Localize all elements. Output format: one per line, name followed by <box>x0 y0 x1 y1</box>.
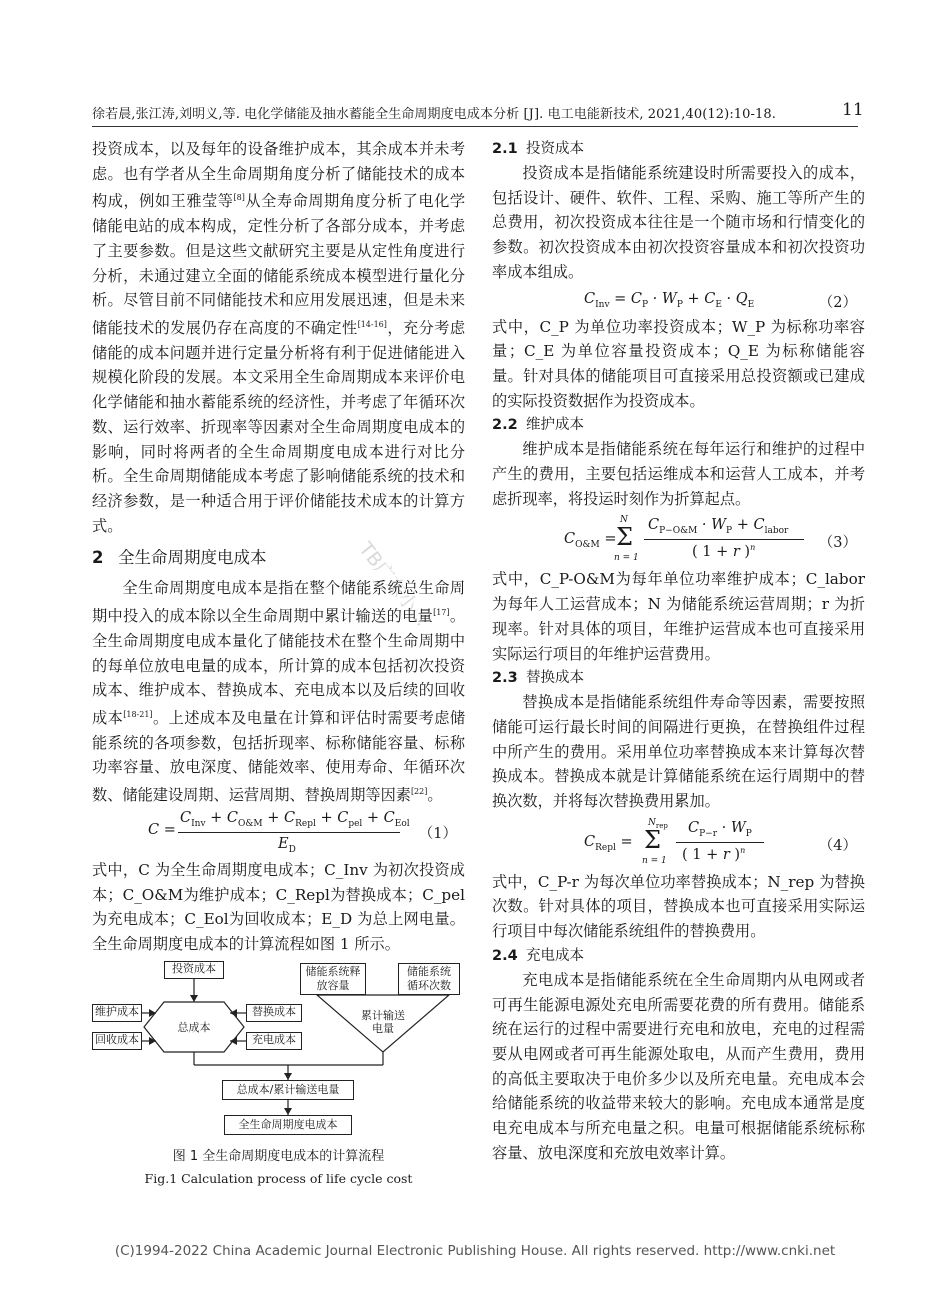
eq1-symbols-paragraph: 式中，C 为全生命周期度电成本；C_Inv 为初次投资成本；C_O&M为维护成本；C_Repl为替换成本；C_pel为充电成本；C_Eol为回收成本；E_D 为总上网电量。全生命周期度电成本的计算流程如图 1 所示。 <box>92 860 465 953</box>
lcoe-definition-paragraph: 全生命周期度电成本是指在整个储能系统总生命周期中投入的成本除以全生命周期中累计输送的电量[17]。全生命周期度电成本量化了储能技术在整个生命周期中的每单位放电电量的成本，所计算的成本包括初次投资成本、维护成本、替换成本、充电成本以及后续的回收成本[18-21]。上述成本及电量在计算和评估时需要考虑储能系统的各项参数，包括折现率、标称储能容量、标称功率容量、放电深度、储能效率、使用寿命、年循环次数、储能建设周期、运营周期、替换周期等因素[22]。 <box>92 579 466 805</box>
figure-1-caption-cn: 图 1 全生命周期度电成本的计算流程 <box>172 1148 385 1164</box>
released-capacity-box: 储能系统释放容量 <box>300 963 366 995</box>
eq4-symbols-paragraph: 式中，C_P-r 为每次单位功率替换成本；N_rep 为替换次数。针对具体的项目，替换成本也可直接采用实际运行项目中每次储能系统组件的替换费用。 <box>492 872 865 941</box>
eq2-symbols-paragraph: 式中，C_P 为单位功率投资成本；W_P 为标称功率容量；C_E 为单位容量投资成本；Q_E 为标称储能容量。针对具体的储能项目可直接采用总投资额或已建成的实际投资数据作为投资成本。 <box>492 317 865 410</box>
equation-2-number: （2） <box>818 294 857 311</box>
cost-per-energy-box: 总成本/累计输送电量 <box>222 1080 354 1100</box>
eq3-symbols-paragraph: 式中，C_P-O&M为每年单位功率维护成本；C_labor 为每年人工运营成本；N 为储能系统运营周期；r 为折现率。针对具体的项目，年维护运营成本也可直接采用实际运行项目的年维护运营费用。 <box>492 570 865 663</box>
left-column <box>92 137 465 1212</box>
investment-cost-paragraph: 投资成本是指储能系统建设时所需要投入的成本，包括设计、硬件、软件、工程、采购、施工等所产生的总费用，初次投资成本往往是一个随市场和行情变化的参数。初次投资成本由初次投资容量成本和初次投资功率成本组成。 <box>492 164 865 281</box>
section-2-4-heading: 2.4 充电成本 <box>492 947 584 964</box>
equation-1-number: （1） <box>418 825 457 842</box>
figure-1-caption-en: Fig.1 Calculation process of life cycle cost <box>144 1170 413 1186</box>
section-2-1-heading: 2.1 投资成本 <box>492 141 584 157</box>
running-header: 徐若晨,张江涛,刘明义,等. 电化学储能及抽水蓄能全生命周期度电成本分析 [J]. 电工电能新技术, 2021,40(12):10-18. <box>92 107 777 122</box>
charging-cost-box: 充电成本 <box>246 1032 302 1050</box>
page-number: 11 <box>842 100 864 120</box>
cumulative-energy-label: 累计输送电量 <box>361 1008 405 1035</box>
equation-2: $C_{Inv} = C_P \cdot W_P + C_E \cdot Q_E$ （2） <box>584 290 857 311</box>
arrow-ratio <box>284 1073 292 1080</box>
total-cost-label: 总成本 <box>177 1020 211 1034</box>
section-2-heading: 2 全生命周期度电成本 <box>92 548 267 568</box>
equation-4-number: （4） <box>818 837 857 854</box>
equation-3: $C_{O\&M}$ = N Σ n = 1 $C_{P-O\&M} \cdot W_P + C_{labor}$ ( 1 + r )$^n$ （3） <box>564 515 857 564</box>
section-2-3-heading: 2.3 替换成本 <box>492 670 584 687</box>
equation-4: $C_{Repl}$ = $N_{rep}$ Σ n = 1 $C_{P-r} \cdot W_P$ ( 1 + r )$^n$ （4） <box>584 817 857 866</box>
equation-1: C = $C_{Inv} + C_{O\&M} + C_{Repl} + C_{pel} + C_{Eol}$ $E_D$ （1） <box>148 809 457 855</box>
arrow-invest <box>190 995 198 1002</box>
arrow-lcoe <box>284 1108 292 1115</box>
replacement-cost-box: 替换成本 <box>246 1004 302 1022</box>
section-2-2-heading: 2.2 维护成本 <box>492 417 584 434</box>
replacement-cost-paragraph: 替换成本是指储能系统组件寿命等因素，需要按照储能可运行最长时间的间隔进行更换，在替换组件过程中所产生的费用。采用单位功率替换成本来计算每次替换成本。替换成本就是计算储能系统在运行周期中的替换次数，并将每次替换费用累加。 <box>492 693 865 811</box>
copyright-footer: (C)1994-2022 China Academic Journal Electronic Publishing House. All rights reserved. http://www.cnki.net <box>114 1243 836 1259</box>
watermark: TB广东小... <box>354 538 434 631</box>
maintenance-cost-paragraph: 维护成本是指储能系统在每年运行和维护的过程中产生的费用，主要包括运维成本和运营人工成本，并考虑折现率，将投运时刻作为折算起点。 <box>492 440 865 508</box>
right-column <box>492 137 865 1166</box>
lcoe-box: 全生命周期度电成本 <box>224 1115 352 1135</box>
maintenance-cost-box: 维护成本 <box>92 1004 142 1022</box>
figure-1-flowchart <box>92 957 465 1212</box>
intro-paragraph: 投资成本，以及每年的设备维护成本，其余成本并未考虑。也有学者从全生命周期角度分析了储能技术的成本构成，例如王雅莹等[8]从全寿命周期角度分析了电化学储能电站的成本构成，定性分析了各部分成本，并考虑了主要参数。但是这些文献研究主要是从定性角度进行分析，未通过建立全面的储能系统成本模型进行量化分析。尽管目前不同储能技术和应用发展迅速，但是未来储能技术的发展仍存在高度的不确定性[14-16]，充分考虑储能的成本问题并进行定量分析将有利于促进储能进入规模化阶段的发展。本文采用全生命周期成本来评价电化学储能和抽水蓄能系统的经济性，并考虑了年循环次数、运行效率、折现率等因素对全生命周期度电成本的影响，同时将两者的全生命周期度电成本进行对比分析。全生命周期储能成本考虑了影响储能系统的技术和经济参数，是一种适合用于评价储能技术成本的计算方式。 <box>92 140 466 535</box>
cycle-count-box: 储能系统循环次数 <box>398 963 460 995</box>
invest-cost-box: 投资成本 <box>164 961 224 979</box>
header-rule <box>92 126 858 127</box>
charging-cost-paragraph: 充电成本是指储能系统在全生命周期内从电网或者可再生能源电源处充电所需要花费的所有费用。储能系统在运行的过程中需要进行充电和放电，充电的过程需要从电网或者可再生能源处取电，从而产生费用，费用的高低主要取决于电价多少以及所充电量。充电成本会给储能系统的收益带来较大的影响。充电成本通常是度电充电成本与所充电量之积。电量可根据储能系统标称容量、放电深度和充放电效率计算。 <box>492 970 865 1162</box>
recycle-cost-box: 回收成本 <box>92 1032 142 1050</box>
equation-3-number: （3） <box>818 535 857 552</box>
